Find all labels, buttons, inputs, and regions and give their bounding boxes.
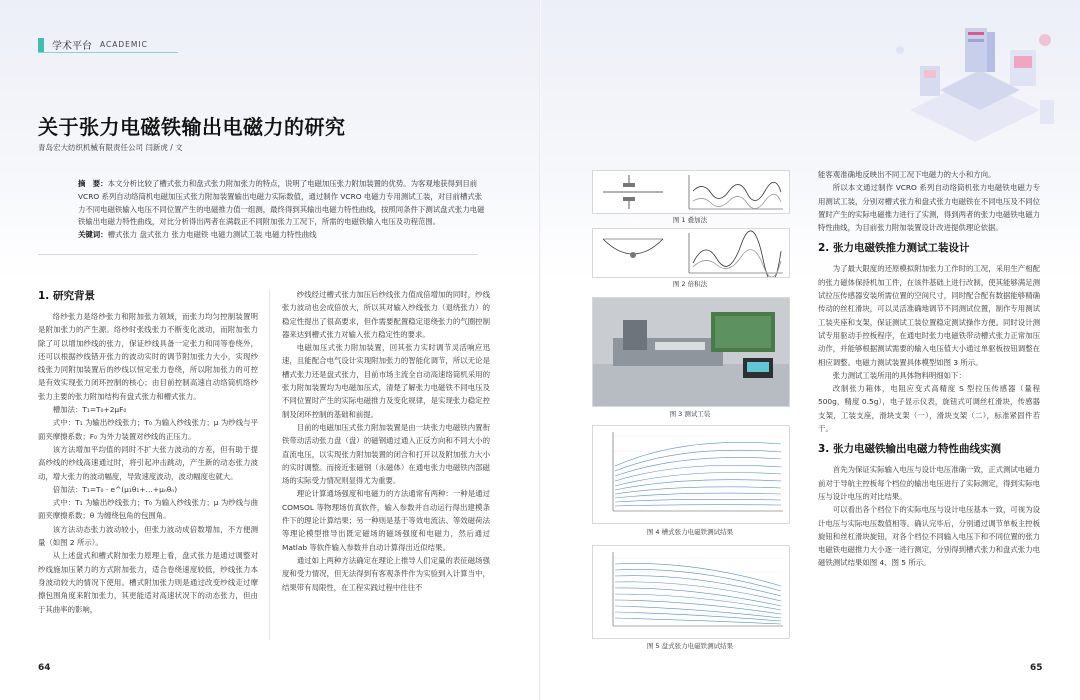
paragraph: 改制张力箱体，电阻应变式高精度 S 型拉压传感器（量程 500g，精度 0.5g），电子显示仪表，旋钮式可调丝杠滑块，传感器支架，工装支座，滑块支架（一），滑块支架（二），标准紧固件若干。: [818, 384, 1040, 434]
figure-5-caption: 图 5 盘式张力电磁铁测试结果: [646, 642, 734, 650]
paragraph: 络纱张力是络纱张力和附加张力领域，而张力均匀控制装置明是附加张力的产生源。络纱时张线张力不断变化波动，而附加张力除了可以增加纱线的张力，保证纱线具备一定张力和同等卷绕外，还可以根据纱线错开张力的波动实时的调节附加张力大小，实现纱线张力同附加装置后的纱线以恒定张力卷绕，所以附加张力的可控是有效实现张力闭环控制的核心；由目前控制高速自动络筒机络纱张力主要的张力附加结构有盘式张力和槽式张力。: [38, 312, 258, 401]
isometric-tech-illustration: [860, 10, 1070, 160]
header-rule: [38, 52, 178, 53]
paragraph: 纱线经过槽式张力加压后纱线张力值成倍增加的同时，纱线张力波动也会成倍放大，所以其对输入纱线张力（退绕张力）的稳定性提出了很高要求，但作需要配置稳定退绕张力的气圈控制器来达到槽式张力对输入张力稳定性的要求。: [282, 290, 490, 339]
abstract-label: 摘 要：: [78, 179, 108, 188]
figure-4-caption: 图 4 槽式张力电磁铁测试结果: [646, 528, 734, 536]
paragraph: 通过如上两种方法确定在理论上推导人们定量的表征磁场强度和受力情况，但无法得到有客观条件作为实验到入计算当中，结果带有局限性，在工程实践过程中往往不: [282, 555, 490, 592]
heading-research-background: 1. 研究背景: [38, 290, 95, 302]
abstract-separator: [38, 254, 478, 255]
figure-3-caption: 图 3 测试工装: [669, 410, 711, 418]
section-accent-bar: [38, 38, 44, 52]
section-name-en: ACADEMIC: [100, 40, 148, 49]
right-text-column: [818, 168, 1040, 570]
page-number-left: 64: [38, 663, 51, 673]
figure-5-disc-tension-curves: [592, 545, 790, 639]
keywords-body: 槽式张力 盘式张力 张力电磁铁 电磁力测试工装 电磁力特性曲线: [107, 230, 317, 240]
left-column-2: [282, 288, 490, 594]
figure-1-superposition-diagram: [592, 170, 790, 214]
keywords-label: 关键词：: [78, 230, 108, 240]
paragraph: 该方法动态张力波动较小，但张力波动成倍数增加，不方便测量（如图 2 所示）。: [38, 524, 258, 548]
paragraph: 式中：T₁ 为输出纱线张力；T₀ 为输入纱线张力；μ 为纱线与曲面夹摩擦系数；θ 为缠绕包角的包围角。: [38, 498, 258, 521]
paragraph: 能客观准确地反映出不同工况下电磁力的大小和方向。: [818, 170, 996, 179]
paragraph: 所以本文通过制作 VCRO 系列自动络筒机张力电磁铁电磁力专用测试工装，分别对槽式张力和盘式张力电磁铁在不同电压及不同位置时产生的实际电磁推力进行了实测，得到两者的张力电磁铁电磁力特性曲线，为目前张力附加装置设计改进提供理论依据。: [818, 183, 1040, 233]
heading-fixture-design: 2. 张力电磁铁推力测试工装设计: [818, 242, 970, 255]
paragraph: 理论计算通场强度和电磁力的方法通常有两种：一种是通过 COMSOL 等物理场仿真软件，输入参数并自动运行得出建模条件下的理论计算结果；另一种则是基于等效电流法、等效磁荷法等理论模型推导出既定磁场的磁场强度和电磁力，然后通过 Matlab 等软件输入参数并自动计算得出近似结果。: [282, 489, 490, 552]
keywords-line: [78, 229, 486, 242]
page-gutter: [539, 0, 541, 700]
section-name: 学术平台: [52, 41, 92, 52]
paragraph: 从上述盘式和槽式附加张力原理上看，盘式张力是通过调整对纱线施加压紧力的方式附加张力，适合卷绕速度较低，纱线张力本身波动较大的情况下使用。槽式附加张力则是通过改变纱线走过摩擦包围角度来附加张力，其更能适对高速状况下的动态张力，但由于其曲率的影响，: [38, 551, 258, 614]
paragraph: 目前的电磁加压式张力附加装置是由一块张力电磁铁内置衔铁带动活动张力盘（盘）的磁钢通过通入正反方向和不同大小的直流电压，以实现张力附加装置的闭合和打开以及附加张力大小的实时调整。而接近张磁钢（永磁体）在通电张力电磁铁内部磁场的实际受力情况则显得尤为重要。: [282, 422, 490, 486]
formula-multiplication: 倍加法：T₁=T₀ · e^(μ₁θ₁+…+μₙθₙ): [52, 484, 178, 494]
figure-3-test-fixture-photo: [592, 297, 790, 407]
abstract-body: 本文分析比较了槽式张力和盘式张力附加张力的特点，说明了电磁加压张力附加装置的优势。为客观地获得到目前 VCRO 系列自动络筒机电磁加压式张力附加装置输出电磁力实际数值，通过制作 VCRO 电磁力专用测试工装，对目前槽式张力不同电磁铁输入电压不同位置产生的电磁推力值一组测，最终得到其输出电磁力特性曲线，按照同条件下测试盘式张力电磁铁输出电磁力特性曲线，对比分析得出两者在满载正不同附加张力工况下，所需的电磁铁输入电压及功程范围。: [78, 179, 485, 227]
article-byline: 青岛宏大纺织机械有限责任公司 闫新虎 / 文: [38, 143, 183, 152]
left-column-1: [38, 288, 258, 616]
page-number-right: 65: [1030, 663, 1043, 673]
abstract-block: [78, 178, 486, 242]
paragraph: 首先为保证实际输入电压与设计电压准确一致，正式测试电磁力前对于导航主控板每个档位的输出电压进行了实际测定，得到实际电压与设计电压的对比结果。: [818, 465, 1040, 501]
paragraph: 张力测试工装所用的具体物料明细如下：: [832, 370, 966, 380]
paragraph: 式中：T₁ 为输出纱线张力；T₀ 为输入纱线张力；μ 为纱线与平面夹摩擦系数；F₀ 为外力装置对纱线的正压力。: [38, 418, 258, 441]
abstract-text: [78, 178, 486, 229]
paragraph: 为了最大限度的还原模拟附加张力工作时的工况，采用生产相配的张力磁体保持机加工件，在该件基础上进行改制，使其能够满足测试拉压传感器安装所需位置的空间尺寸，同时配合配有数据能够精确传动的丝杠滑块，可以灵活准确地调节不同测试位置，制作专用测试工装夹座和支架，保证测试工装位置稳定测试操作方便。同时设计测试专用驱动手控板程序，在通电时张力电磁铁带动槽式张力正常加压动作，并能够根据测试需要的输入电压值大小通过单驱板按钮调整在相应调整。电磁力测试装置具体模型如图 3 所示。: [818, 264, 1040, 367]
column-rule: [269, 290, 270, 640]
paragraph: 电磁加压式张力附加装置，回其张力实时调节灵活响应迅速，且能配合电气设计实现附加张力的智能化调节，所以无论是槽式张力还是盘式张力，目前市场主流全自动高速络筒机采用的张力附加装置均为电磁加压式，清楚了解张力电磁铁不同电压及不同位置时产生的实际电磁推力及变化规律，是实现张力稳定控制及闭环控制的基础和前提。: [282, 343, 490, 419]
figure-1-caption: 图 1 叠加法: [672, 216, 708, 224]
heading-force-curve-test: 3. 张力电磁铁输出电磁力特性曲线实测: [818, 443, 1001, 456]
figure-2-caption: 图 2 倍积法: [672, 280, 708, 288]
section-header: [38, 37, 148, 52]
figure-2-multiplication-diagram: [592, 228, 790, 278]
figure-4-slot-tension-curves: [592, 425, 790, 524]
article-title: 关于张力电磁铁输出电磁力的研究: [38, 115, 346, 139]
paragraph: 可以看出各个档位下的实际电压与设计电压基本一致，可视为设计电压与实际电压数值相等。确认完毕后，分别通过调节单板主控板旋钮和丝杠滑块旋钮，对各个档位不同输入电压下和不同位置的张力电磁铁电磁推力大小逐一进行测定，分别得到槽式张力和盘式张力电磁铁测试结果如图 4、图 5 所示。: [818, 505, 1040, 568]
paragraph: 该方法增加平均值的同时不扩大张力波动的方差，但有助于提高纱线的纱线高速通过时，将引起冲击跳动，产生新的动态张力波动，增大张力的波动幅度，导致速度波动，波动幅度也就大。: [38, 444, 258, 481]
formula-superposition: 槽加法：T₁=T₀+2μF₀: [52, 405, 127, 415]
